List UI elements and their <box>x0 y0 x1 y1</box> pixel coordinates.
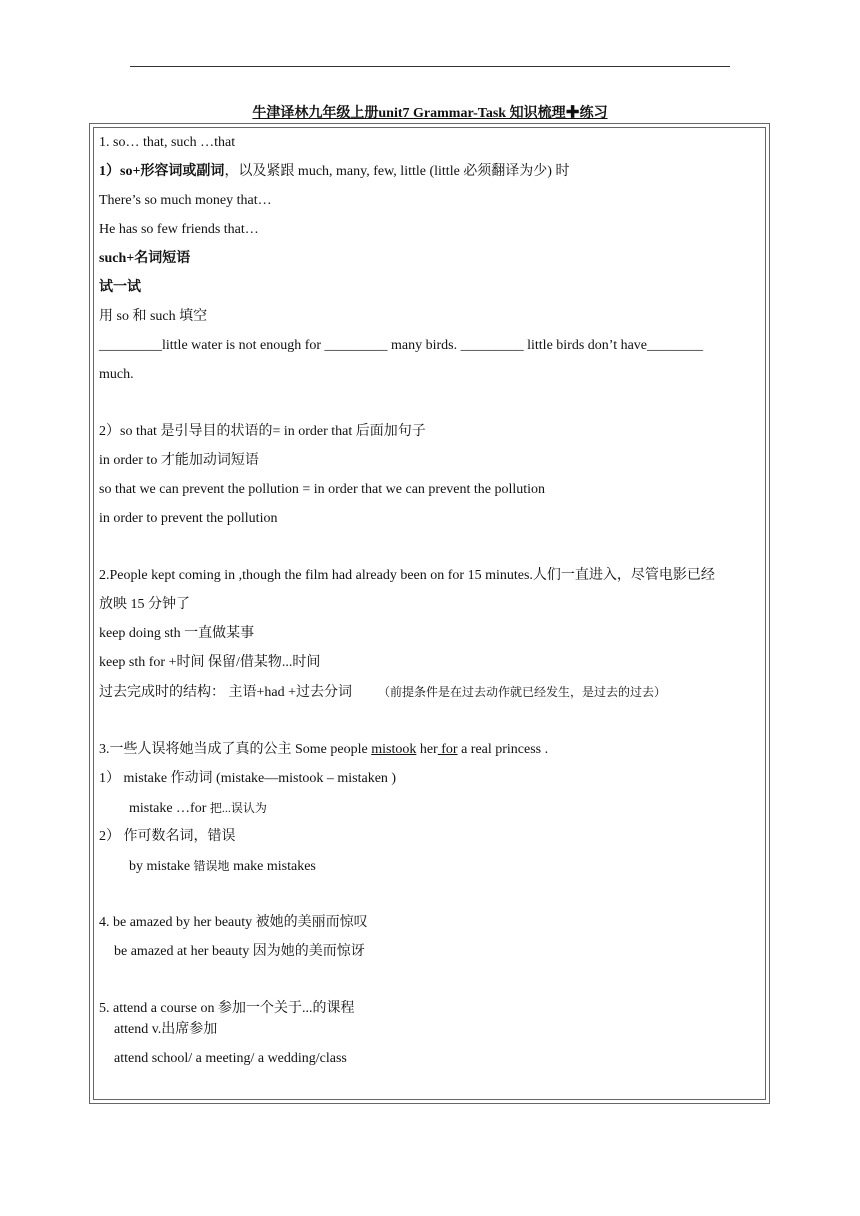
in-order-to-rule: in order to 才能加动词短语 <box>99 453 259 468</box>
rule-1-bold: 1）so+形容词或副词 <box>99 164 225 179</box>
section-1-rule-1 <box>99 162 569 182</box>
section-2-line-1: 2.People kept coming in ,though the film had already been on for 15 minutes.人们一直进入，尽管电影已经 <box>99 568 715 583</box>
document-title: 牛津译林九年级上册unit7 Grammar-Task 知识梳理✚练习 <box>252 106 608 121</box>
s3-mistook: mistook <box>371 742 417 757</box>
mistake-verb: 1） mistake 作动词 (mistake—mistook – mistaken ) <box>99 771 397 786</box>
past-perfect-main: 过去完成时的结构： 主语+had +过去分词 <box>99 685 353 700</box>
section-1-rule-2: such+名词短语 <box>99 251 191 266</box>
try-label: 试一试 <box>99 280 141 295</box>
s3-for: for <box>437 742 458 757</box>
so-that-rule: 2）so that 是引导目的状语的= in order that 后面加句子 <box>99 424 426 439</box>
section-2-line-2: 放映 15 分钟了 <box>99 597 190 612</box>
s3-post: a real princess . <box>457 742 549 757</box>
by-mistake-main: by mistake <box>129 859 194 874</box>
by-mistake-phrase <box>129 856 316 877</box>
so-that-example-2: in order to prevent the pollution <box>99 511 278 526</box>
keep-doing-phrase: keep doing sth 一直做某事 <box>99 626 255 641</box>
section-1-heading: 1. so… that, such …that <box>99 135 236 150</box>
mistake-noun: 2） 作可数名词，错误 <box>99 829 236 844</box>
mistake-for-note: 把...误认为 <box>209 801 267 815</box>
try-instruction: 用 so 和 such 填空 <box>99 309 208 324</box>
section-1-example-2: He has so few friends that… <box>99 222 259 237</box>
section-5-line-2: attend v.出席参加 <box>114 1022 218 1037</box>
section-5-line-1: 5. attend a course on 参加一个关于...的课程 <box>99 1001 355 1016</box>
so-that-example-1: so that we can prevent the pollution = in order that we can prevent the pollution <box>99 482 546 497</box>
exercise-line-1: _________little water is not enough for _________ many birds. _________ little birds don’t have________ <box>99 338 704 353</box>
header-rule <box>130 66 730 67</box>
section-5-line-3: attend school/ a meeting/ a wedding/class <box>114 1051 347 1066</box>
past-perfect-note: （前提条件是在过去动作就已经发生，是过去的过去） <box>378 685 667 699</box>
mistake-for-phrase <box>129 798 267 819</box>
section-4-line-2: be amazed at her beauty 因为她的美而惊讶 <box>114 944 365 959</box>
make-mistakes: make mistakes <box>229 859 316 874</box>
by-mistake-note: 错误地 <box>193 859 230 873</box>
mistake-for-main: mistake …for <box>129 801 210 816</box>
s3-her: her <box>416 742 438 757</box>
rule-1-rest: ，以及紧跟 much, many, few, little (little 必须翻译为少) 时 <box>224 164 570 179</box>
section-1-example-1: There’s so much money that… <box>99 193 272 208</box>
section-3-heading <box>99 740 548 760</box>
keep-sth-for-phrase: keep sth for +时间 保留/借某物...时间 <box>99 655 321 670</box>
section-4-line-1: 4. be amazed by her beauty 被她的美丽而惊叹 <box>99 915 368 930</box>
exercise-line-2: much. <box>99 367 134 382</box>
past-perfect-structure <box>99 682 666 703</box>
s3-pre: 3.一些人误将她当成了真的公主 Some people <box>99 742 372 757</box>
